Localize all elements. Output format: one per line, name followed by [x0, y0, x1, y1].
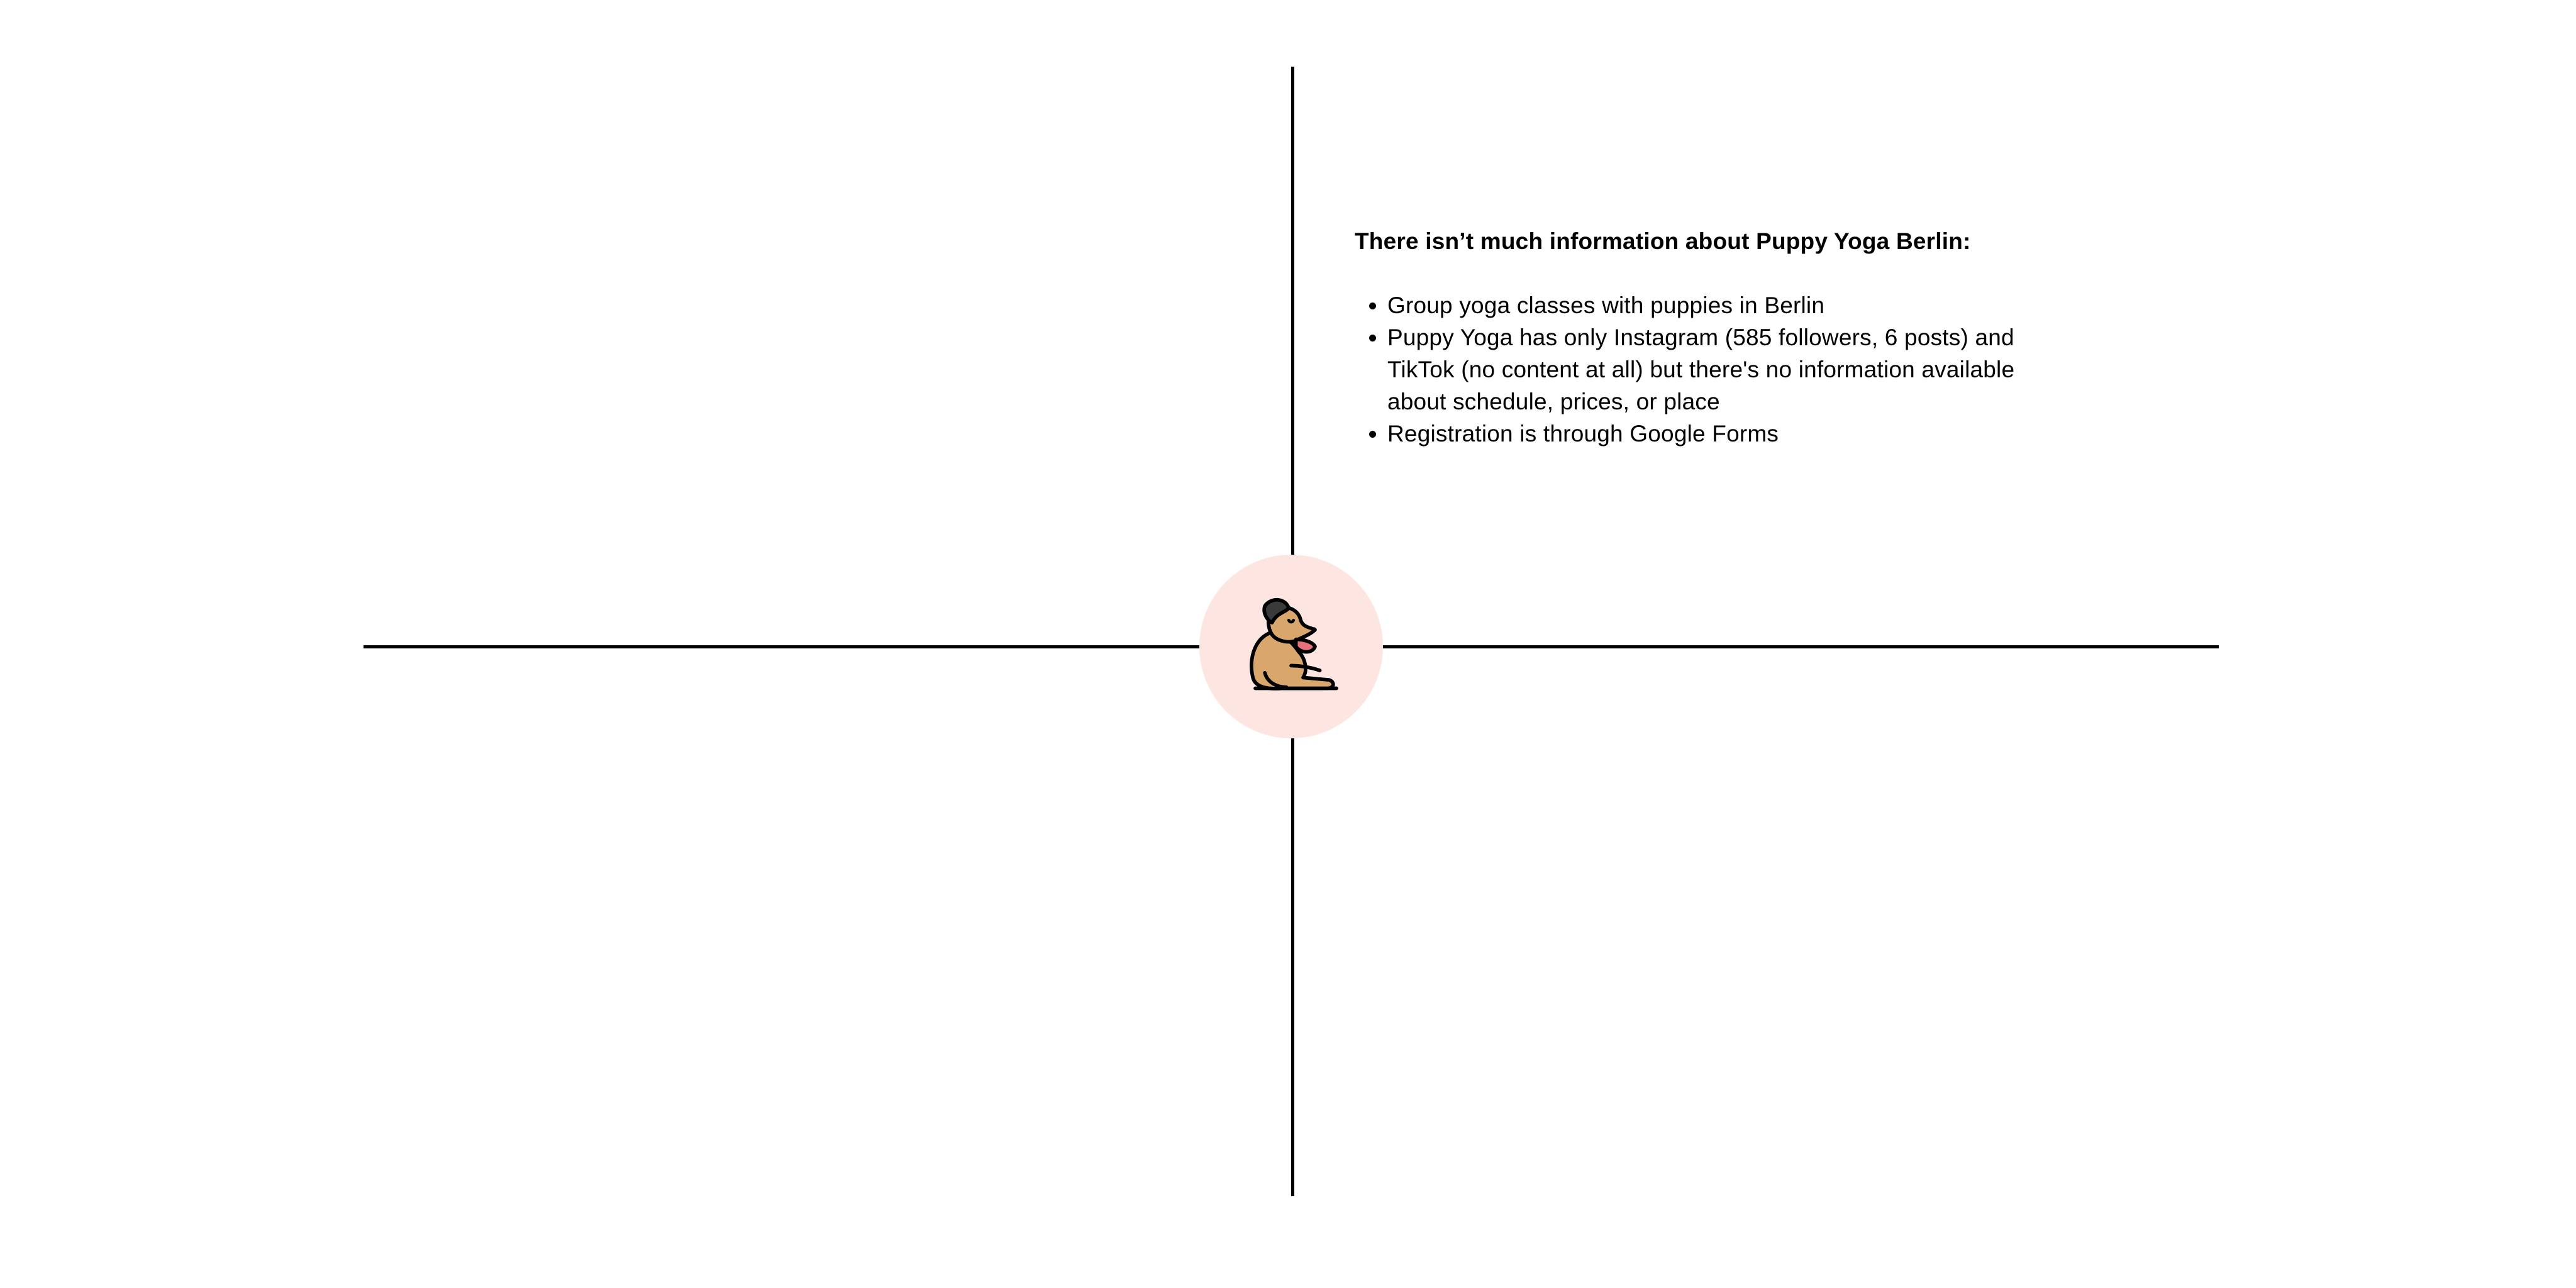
- puppy-yoga-icon: [1231, 587, 1351, 706]
- center-badge: [1199, 555, 1383, 738]
- list-item: • Registration is through Google Forms: [1387, 418, 2034, 450]
- list-item: • Group yoga classes with puppies in Berlin: [1387, 289, 2034, 321]
- note-title: There isn’t much information about Puppy Yoga Berlin:: [1355, 228, 1971, 254]
- info-note: [1355, 225, 2034, 450]
- list-item: • Puppy Yoga has only Instagram (585 followers, 6 posts) and TikTok (no content at all) but there's no information available about schedule, prices, or place: [1387, 321, 2034, 418]
- note-list: [1355, 289, 2034, 450]
